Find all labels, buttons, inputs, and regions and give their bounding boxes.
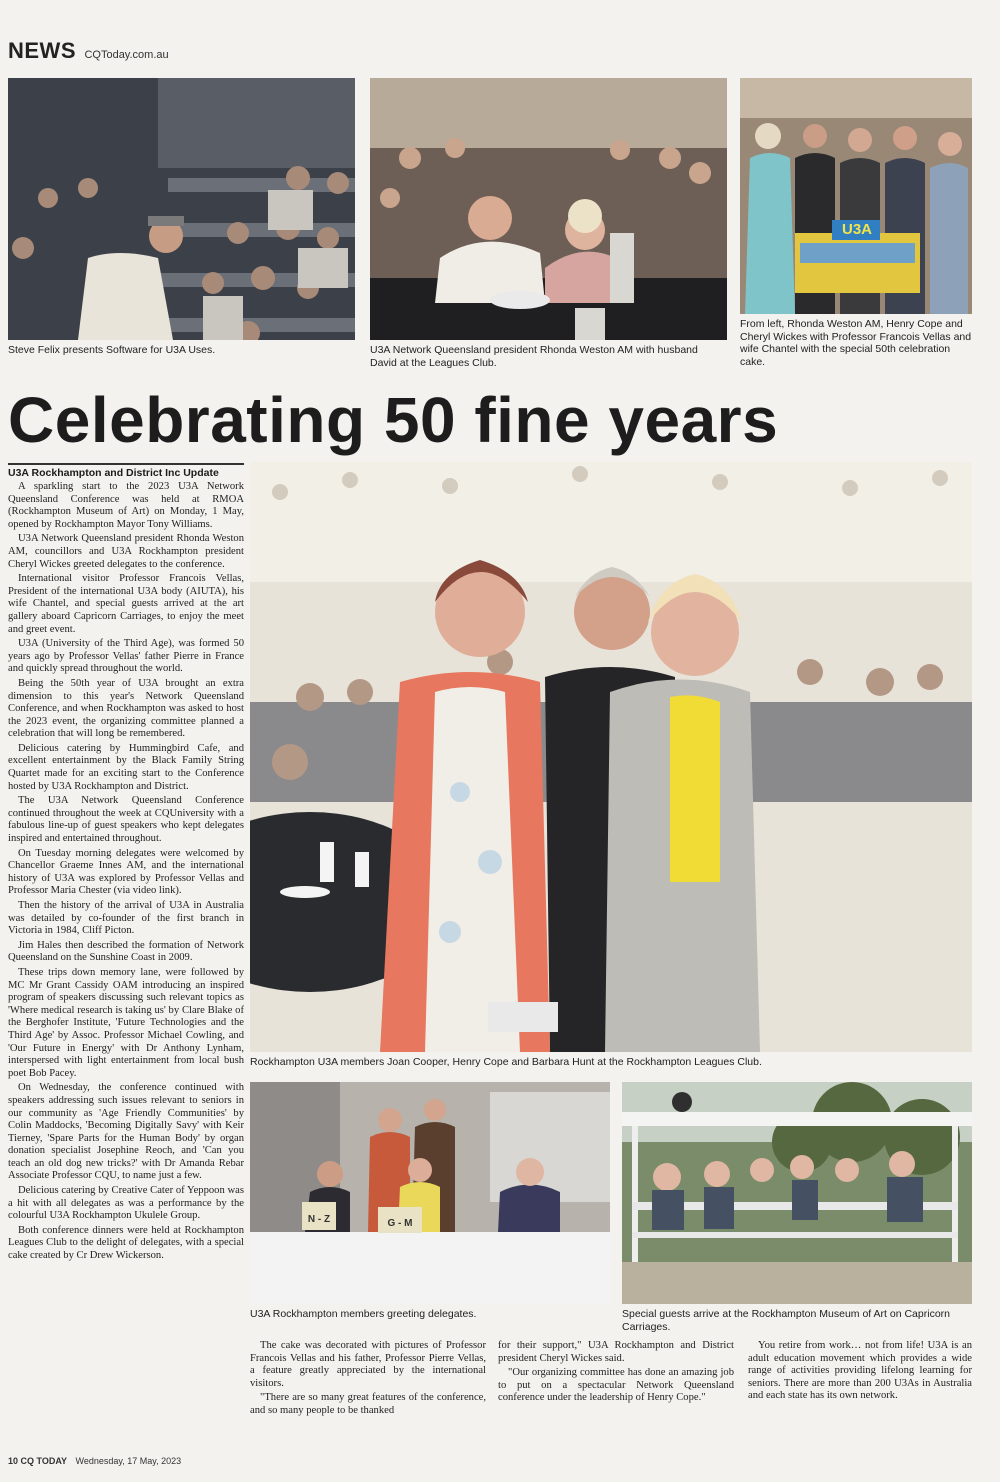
caption-cake: From left, Rhonda Weston AM, Henry Cope and Cheryl Wickes with Professor Francois Vellas and wife Chantel with the special 50th celebration cake.: [740, 318, 972, 368]
article-column-4: [748, 1340, 972, 1405]
masthead: [8, 38, 348, 64]
issue-date: Wednesday, 17 May, 2023: [75, 1456, 182, 1466]
section-name: NEWS: [8, 38, 76, 63]
table-sign-left: N - Z: [307, 1214, 331, 1225]
caption-presenter: Steve Felix presents Software for U3A Uses.: [8, 344, 216, 356]
photo-main-members: [250, 462, 972, 1052]
article-paragraph: These trips down memory lane, were followed by MC Mr Grant Cassidy OAM introducing an inspired program of speakers discussing such relevant topics as 'Where medical research is taking us' by Clare Blake of the Berghofer Institute, 'Future Technologies and the Third Age' by Assoc. Professor Michael Cowling, and 'Our Future in Energy' with Dr Anthony Lynham, interspersed with light entertainment from local bush poet Bob Pacey.: [8, 966, 244, 1079]
article-paragraph: Jim Hales then described the formation of Network Queensland on the Sunshine Coast in 2009.: [8, 939, 244, 964]
article-paragraph: for their support," U3A Rockhampton and District president Cheryl Wickes said.: [498, 1340, 734, 1364]
page-number: 10 CQ TODAY: [8, 1456, 68, 1466]
article-paragraph: The U3A Network Queensland Conference continued throughout the week at CQUniversity with a fabulous line-up of guest speakers who kept delegates inspired and entertained throughout.: [8, 795, 244, 845]
article-paragraph: The cake was decorated with pictures of Professor Francois Vellas and his father, Professor Pierre Vellas, a feature greatly appreciated by the international visitors.: [250, 1340, 486, 1389]
photo-carriages: [622, 1082, 972, 1304]
site-url: CQToday.com.au: [84, 49, 169, 61]
caption-main: Rockhampton U3A members Joan Cooper, Henry Cope and Barbara Hunt at the Rockhampton Leagues Club.: [250, 1056, 762, 1068]
photo-weston-dinner: [370, 78, 727, 340]
article-paragraph: Being the 50th year of U3A brought an extra dimension to this year's Network Queensland Conference, and when Rockhampton was asked to host the 2023 event, the organizing committee planned a celebration that will long be remembered.: [8, 677, 244, 740]
article-paragraph: "Our organizing committee has done an amazing job to put on a spectacular Network Queensland conference under the leadership of Henry Cope.": [498, 1367, 734, 1404]
article-paragraph: "There are so many great features of the conference, and so many people to be thanked: [250, 1392, 486, 1416]
byline: U3A Rockhampton and District Inc Update: [8, 463, 244, 479]
photo-cake-group: [740, 78, 972, 314]
article-paragraph: Then the history of the arrival of U3A in Australia was detailed by co-founder of the first branch in Victoria in 1984, Cliff Picton.: [8, 900, 244, 937]
caption-weston: U3A Network Queensland president Rhonda Weston AM with husband David at the Leagues Club.: [370, 344, 698, 369]
photo-presenter-auditorium: [8, 78, 355, 340]
photo-greeting-delegates: [250, 1082, 610, 1304]
article-paragraph: U3A Network Queensland president Rhonda Weston AM, councillors and U3A Rockhampton president Cheryl Wickes greeted delegates to the conference.: [8, 533, 244, 570]
article-paragraph: International visitor Professor Francois Vellas, President of the international U3A body (AIUTA), his wife Chantel, and special guests arrived at the art gallery aboard Capricorn Carriages, to enjoy the meet and greet event.: [8, 573, 244, 635]
article-paragraph: On Wednesday, the conference continued with speakers addressing such issues relevant to seniors in our community as 'Age Friendly Communities' by Colin Maddocks, 'Becoming Digitally Savy' with Keir Tierney, 'Spare Parts for the Human Body' by organ donation specialist Josephine Reoch, and 'Can you teach an old dog new tricks?' with Dr Amanda Rebar Associate Professor CQU, to name just a few.: [8, 1082, 244, 1182]
article-column-left: [8, 481, 244, 1451]
caption-greeting: U3A Rockhampton members greeting delegates.: [250, 1308, 477, 1320]
caption-carriages: Special guests arrive at the Rockhampton Museum of Art on Capricorn Carriages.: [622, 1308, 950, 1333]
article-paragraph: Delicious catering by Hummingbird Cafe, and excellent entertainment by the Black Family String Quartet made for an exciting start to the Conference hosted by U3A Rockhampton and District.: [8, 742, 244, 792]
article-paragraph: Delicious catering by Creative Cater of Yeppoon was a hit with all delegates as was a performance by the colourful U3A Rockhampton Ukulele Group.: [8, 1185, 244, 1222]
article-paragraph: A sparkling start to the 2023 U3A Network Queensland Conference was held at RMOA (Rockhampton Museum of Art) on Monday, 1 May, opened by Rockhampton Mayor Tony Williams.: [8, 481, 244, 530]
article-paragraph: U3A (University of the Third Age), was formed 50 years ago by Professor Vellas' father Pierre in France and quickly spread throughout the world.: [8, 638, 244, 675]
table-sign-right: G - M: [387, 1218, 413, 1229]
article-paragraph: Both conference dinners were held at Rockhampton Leagues Club to the delight of delegates, with a special cake created by Cr Drew Wickerson.: [8, 1224, 244, 1262]
article-column-3: [498, 1340, 734, 1407]
article-paragraph: On Tuesday morning delegates were welcomed by Chancellor Graeme Innes AM, and the international history of U3A was explored by Professor Vellas and Professor Maria Chester (via video link).: [8, 847, 244, 897]
headline: Celebrating 50 fine years: [8, 384, 779, 456]
cake-sign-text: U3A: [841, 221, 872, 238]
article-paragraph: You retire from work… not from life! U3A is an adult education movement which provides a wide range of activities providing lifelong learning for seniors. There are more than 200 U3As in Australia and each state has its own network.: [748, 1340, 972, 1402]
article-column-2: [250, 1340, 486, 1420]
page-footer: [8, 1456, 181, 1466]
